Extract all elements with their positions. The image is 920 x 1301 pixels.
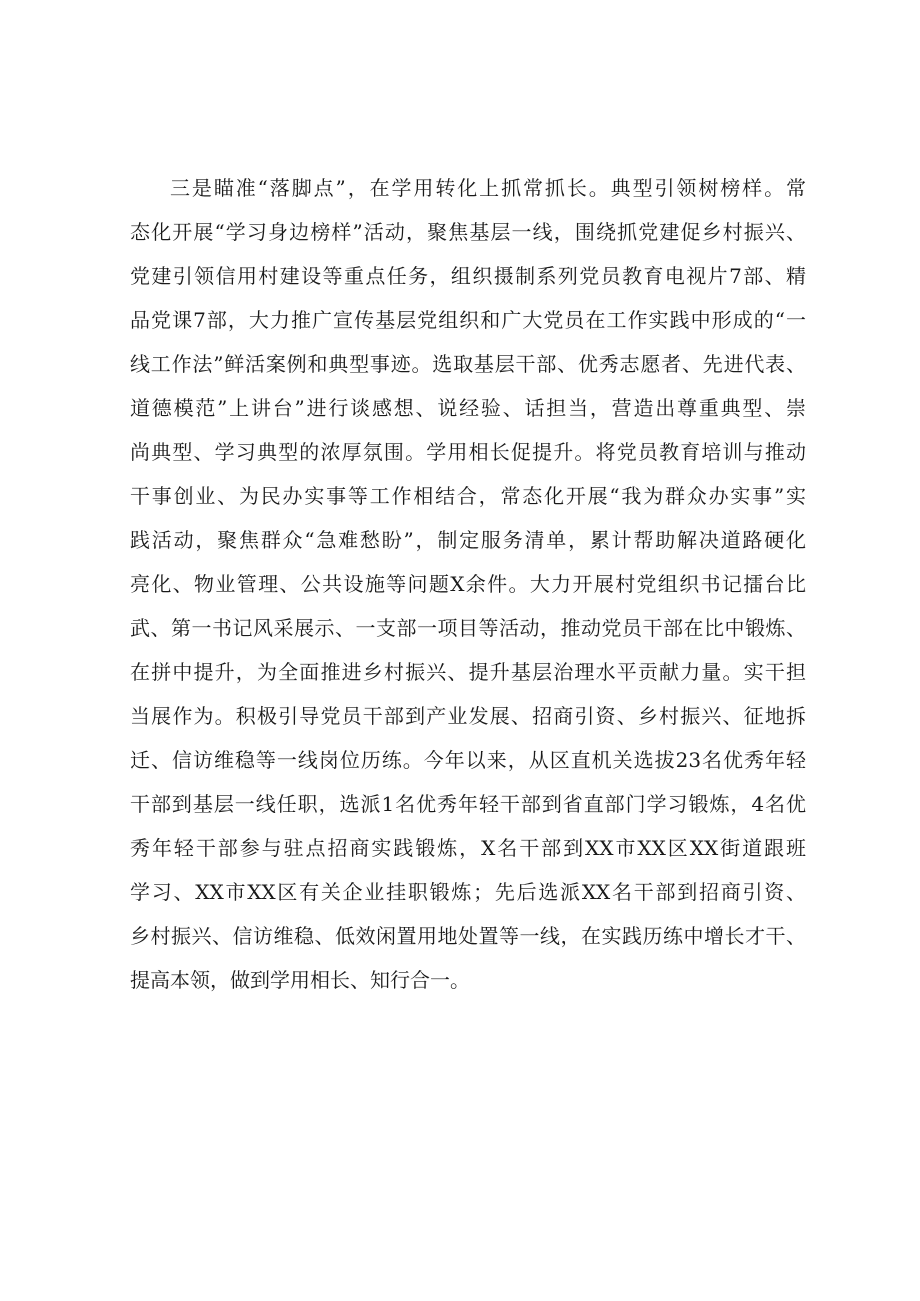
paragraph-line: 践活动，聚焦群众“急难愁盼”，制定服务清单，累计帮助解决道路硬化 [130, 528, 806, 552]
paragraph-line: 提高本领，做到学用相长、知行合一。 [130, 968, 470, 992]
paragraph-line: 干部到基层一线任职，选派1名优秀年轻干部到省直部门学习锻炼，4名优 [130, 792, 806, 816]
paragraph-line: 武、第一书记风采展示、一支部一项目等活动，推动党员干部在比中锻炼、 [130, 616, 806, 640]
paragraph-line: 当展作为。积极引导党员干部到产业发展、招商引资、乡村振兴、征地拆 [130, 704, 806, 728]
paragraph-line: 品党课7部，大力推广宣传基层党组织和广大党员在工作实践中形成的“一 [130, 308, 806, 332]
paragraph-line: 党建引领信用村建设等重点任务，组织摄制系列党员教育电视片7部、精 [130, 264, 806, 288]
paragraph-line: 三是瞄准“落脚点”，在学用转化上抓常抓长。典型引领树榜样。常 [170, 176, 806, 200]
paragraph-line: 在拼中提升，为全面推进乡村振兴、提升基层治理水平贡献力量。实干担 [130, 660, 806, 684]
paragraph-line: 态化开展“学习身边榜样”活动，聚焦基层一线，围绕抓党建促乡村振兴、 [130, 220, 806, 244]
paragraph-line: 线工作法”鲜活案例和典型事迹。选取基层干部、优秀志愿者、先进代表、 [130, 352, 806, 376]
paragraph-line: 干事创业、为民办实事等工作相结合，常态化开展“我为群众办实事”实 [130, 484, 806, 508]
paragraph-line: 乡村振兴、信访维稳、低效闲置用地处置等一线，在实践历练中增长才干、 [130, 924, 806, 948]
paragraph-line: 亮化、物业管理、公共设施等问题X余件。大力开展村党组织书记擂台比 [130, 572, 806, 596]
paragraph-line: 迁、信访维稳等一线岗位历练。今年以来，从区直机关选拔23名优秀年轻 [130, 748, 806, 772]
paragraph-line: 秀年轻干部参与驻点招商实践锻炼，X名干部到XX市XX区XX街道跟班 [130, 836, 806, 860]
paragraph-line: 尚典型、学习典型的浓厚氛围。学用相长促提升。将党员教育培训与推动 [130, 440, 806, 464]
body-paragraph [130, 166, 806, 1002]
paragraph-line: 学习、XX市XX区有关企业挂职锻炼；先后选派XX名干部到招商引资、 [130, 880, 806, 904]
paragraph-line: 道德模范”上讲台”进行谈感想、说经验、话担当，营造出尊重典型、崇 [130, 396, 806, 420]
